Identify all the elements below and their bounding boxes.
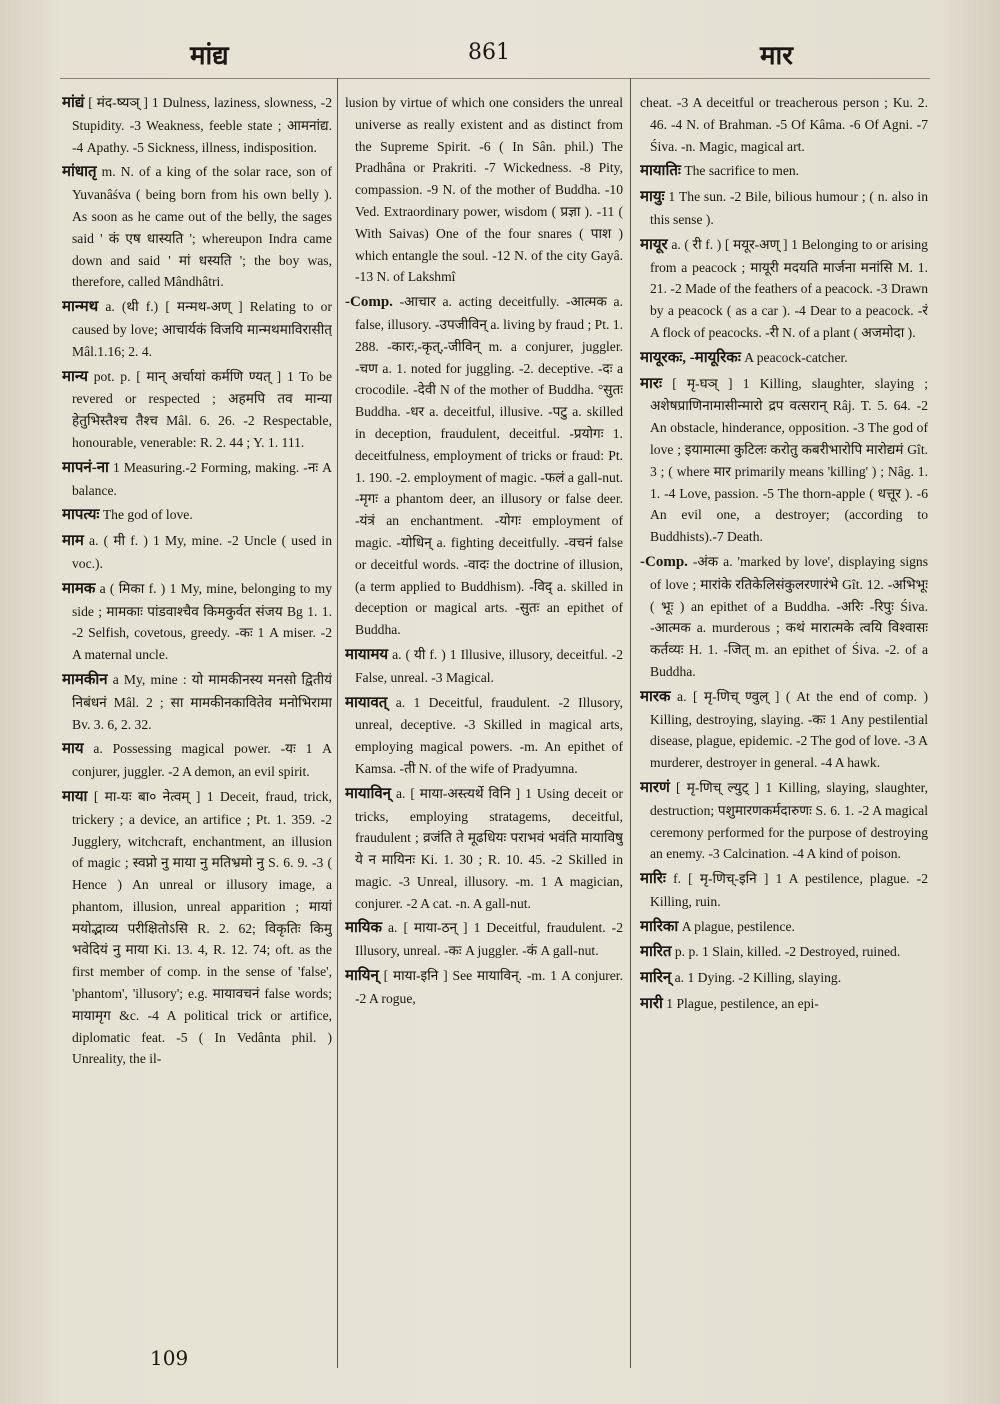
column-3 — [640, 92, 928, 1352]
dictionary-entry — [640, 347, 928, 370]
dictionary-entry — [62, 92, 332, 158]
entry-definition: a My, mine : यो मामकीनस्य मनसो द्वितीयं निबंधनं Mâl. 2 ; सा मामकीनकावितेव मनोभिरामा Bv. 3. 6, 2. 32. — [72, 671, 332, 732]
entry-definition: a. Possessing magical power. -यः 1 A conjurer, juggler. -2 A demon, an evil spirit. — [72, 741, 332, 780]
headword: मांद्यं — [62, 95, 85, 111]
dictionary-entry — [62, 786, 332, 1070]
column-2 — [345, 92, 623, 1352]
dictionary-entry — [345, 291, 623, 641]
running-head-left: मांद्य — [190, 41, 229, 71]
headword: मारिका — [640, 918, 679, 935]
dictionary-entry — [62, 296, 332, 362]
headword: मामकीन — [62, 671, 108, 688]
dictionary-entry — [62, 578, 332, 666]
headword: मारिन् — [640, 970, 672, 987]
headword: मारी — [640, 996, 663, 1013]
headword: मायूर — [640, 236, 668, 253]
dictionary-entry — [345, 644, 623, 689]
headword: मारित — [640, 944, 672, 961]
column-rule-2 — [630, 78, 631, 1368]
dictionary-entry — [640, 160, 928, 183]
entry-definition: cheat. -3 A deceitful or treacherous person ; Ku. 2. 46. -4 N. of Brahman. -5 Of Kâma. -6 Of Agni. -7 Śiva. -n. Magic, magical art. — [640, 95, 928, 154]
dictionary-entry — [62, 457, 332, 502]
entry-definition: a ( मिका f. ) 1 My, mine, belonging to my side ; मामकाः पांडवाश्चैव किमकुर्वत संजय Bg 1. 1. -2 Selfish, covetous, greedy. -कः 1 A miser. -2 A maternal uncle. — [72, 580, 332, 663]
column-1 — [62, 92, 332, 1352]
dictionary-entry — [640, 967, 928, 990]
headword: मायूरकः, -मायूरिकः — [640, 349, 741, 366]
dictionary-entry — [345, 917, 623, 962]
dictionary-entry — [640, 92, 928, 157]
entry-definition: a. [ माया-ठन् ] 1 Deceitful, fraudulent. -2 Illusory, unreal. -कः A juggler. -कं A gall-nut. — [355, 920, 623, 959]
entry-definition: [ मंद-ष्यञ् ] 1 Dulness, laziness, slowness, -2 Stupidity. -3 Weakness, feeble state ; आमनांद्य. -4 Apathy. -5 Sickness, illness, indisposition. — [72, 95, 332, 155]
headword: माय — [62, 741, 84, 758]
headword: मायिक — [345, 920, 382, 937]
page-number: 861 — [468, 40, 510, 65]
headword: मांधातृ — [62, 164, 97, 181]
entry-definition: a. ( मी f. ) 1 My, mine. -2 Uncle ( used in voc.). — [72, 533, 332, 571]
entry-definition: [ मृ-घञ् ] 1 Killing, slaughter, slaying ; अशेषप्राणिनामासीन्मारो द्रप वत्सरान् Râj. T. 5. 64. -2 An obstacle, hinderance, opposition. -3 The god of love ; इयामात्मा कुटिलः करोतु कबरीभारोपि मारोद्यमं Gît. 3 ; ( where मार primarily means 'killing' ) ; Nâg. 1. 1. -4 Love, passion. -5 The thorn-apple ( धत्तूर ). -6 An evil one, a destroyer; (according to Buddhists).-7 Death. — [650, 375, 928, 545]
entry-definition: [ मा-यः बा० नेत्वम् ] 1 Deceit, fraud, trick, trickery ; a device, an artifice ; Pt. 1. 359. -2 Jugglery, witchcraft, enchantment, an illusion of magic ; स्वप्नो नु माया नु मतिभ्रमो नु S. 6. 9. -3 ( Hence ) An unreal or illusory image, a phantom, illusion, unreal apparition ; मायां मयोद्भाव्य परीक्षितोऽसि R. 2. 62; विकृतिः किमु भवेदियं नु माया Ki. 13. 4, R. 12. 74; oft. as the first member of comp. in the sense of 'false', 'phantom', 'illusory'; e.g. मायावचनं false words; मायामृग &c. -4 A political trick or artifice, diplomatic feat. -5 ( In Vedânta phil. ) Unreality, the il- — [72, 788, 332, 1067]
header-rule — [60, 78, 930, 79]
headword: मारः — [640, 375, 663, 392]
headword: मारणं — [640, 779, 670, 796]
entry-definition: a. 1 Dying. -2 Killing, slaying. — [674, 970, 842, 986]
dictionary-entry — [640, 373, 928, 548]
dictionary-entry — [640, 551, 928, 683]
headword: मापनं-ना — [62, 459, 109, 476]
entry-definition: a. [ माया-अस्त्यर्थे विनि ] 1 Using deceit or tricks, employing stratagems, deceitful, fraudulent ; व्रजंति ते मूढधियः पराभवं भवंति मायाविषु ये न मायिनः Ki. 1. 30 ; R. 10. 45. -2 Skilled in magic. -3 Unreal, illusory. -m. 1 A magician, conjurer. -2 A cat. -n. A gall-nut. — [355, 785, 623, 911]
entry-definition: The god of love. — [102, 507, 193, 523]
entry-definition: a. 1 Deceitful, fraudulent. -2 Illusory, unreal, deceptive. -3 Skilled in magical arts, employing magical powers. -m. An epithet of Kamsa. -ती N. of the wife of Pradyumna. — [355, 694, 623, 776]
dictionary-entry — [345, 692, 623, 780]
entry-definition: [ मृ-णिच् ल्युट् ] 1 Killing, slaying, slaughter, destruction; पशुमारणकर्मदारुणः S. 6. 1. -2 A magical ceremony performed for the purpose of destroying an enemy. -3 Calcination. -4 A kind of poison. — [650, 779, 928, 862]
dictionary-entry — [62, 504, 332, 527]
dictionary-entry — [62, 366, 332, 454]
entry-definition: m. N. of a king of the solar race, son of Yuvanâśva ( being born from his own belly ). As soon as he came out of the belly, the sages said ' कं एष धास्यति '; whereupon Indra came down and said ' मां धस्यति '; the boy was, therefore, called Mândhâtri. — [72, 164, 332, 290]
entry-definition: [ माया-इनि ] See मायाविन्. -m. 1 A conjurer. -2 A rogue, — [355, 968, 623, 1006]
headword: मायुः — [640, 189, 665, 206]
entry-definition: a. [ मृ-णिच् ण्वुल् ] ( At the end of comp. ) Killing, destroying, slaying. -कः 1 Any pestilential disease, plague, epidemic. -2 The god of love. -3 A murderer, destroyer in general. -4 A hawk. — [650, 688, 928, 771]
headword: -Comp. — [345, 294, 393, 311]
running-head-right: मार — [760, 41, 793, 71]
dictionary-entry — [345, 783, 623, 915]
headword: मायामय — [345, 646, 389, 663]
headword: मान्य — [62, 368, 88, 385]
entry-definition: pot. p. [ मान् अर्चायां कर्मणि ण्यत् ] 1 To be revered or respected ; अहमपि तव मान्या हेतुभिस्तैश्च तैश्च Mâl. 6. 26. -2 Respectable, honourable, venerable: R. 2. 44 ; Y. 1. 111. — [72, 368, 332, 450]
entry-definition: -आचार a. acting deceitfully. -आत्मक a. false, illusory. -उपजीविन् a. living by fraud ; Pt. 1. 288. -कारः,-कृत्,-जीविन् m. a conjurer, juggler. -चण a. 1. noted for juggling. -2. deceptive. -दः a crocodile. -देवी N of the mother of Buddha. °सुतः Buddha. -धर a. deceitful, illusive. -पटु a. skilled in deception, fraudulent, deceitful. -प्रयोगः 1. deceitfulness, employment of tricks or fraud: Pt. 1. 190. -2. employment of magic. -फलं a gall-nut. -मृगः a phantom deer, an illusory or false deer. -यंत्रं an enchantment. -योगः employment of magic. -योधिन् a. fighting deceitfully. -वचनं false or deceitful words. -वादः the doctrine of illusion, (a term applied to Buddhism). -विद् a. skilled in deception or magical arts. -सुतः an epithet of Buddha. — [355, 294, 623, 638]
headword: मामक — [62, 580, 96, 597]
dictionary-entry — [345, 965, 623, 1010]
dictionary-entry — [640, 916, 928, 939]
headword: मायावत् — [345, 694, 388, 711]
entry-definition: a. ( री f. ) [ मयूर-अण् ] 1 Belonging to or arising from a peacock ; मायूरी मदयति मार्जना मनांसि M. 1. 21. -2 Made of the feathers of a peacock. -3 Drawn by a peacock ( as a car ). -4 Dear to a peacock. -रं A flock of peacocks. -री N. of a plant ( अजमोदा ). — [650, 236, 928, 340]
dictionary-entry — [640, 686, 928, 774]
headword: मारिः — [640, 871, 666, 888]
dictionary-entry — [62, 669, 332, 735]
entry-definition: p. p. 1 Slain, killed. -2 Destroyed, ruined. — [674, 944, 901, 960]
headword: मायाविन् — [345, 785, 391, 802]
entry-definition: -अंक a. 'marked by love', displaying signs of love ; मारांके रतिकेलिसंकुलरणारंभे Gît. 12. -अभिभूः ( भूः ) an epithet of a Buddha. -अरिः -रिपुः Śiva. -आत्मक a. murderous ; कथं मारात्मके त्वयि विश्वासः कर्तव्यः H. 1. -जित् m. an epithet of Śiva. -2. of a Buddha. — [650, 553, 928, 679]
dictionary-entry — [640, 234, 928, 344]
entry-definition: lusion by virtue of which one considers the unreal universe as really existent and as distinct from the Supreme Spirit. -6 ( In Sân. phil.) The Pradhâna or Prakriti. -7 Wickedness. -8 Pity, compassion. -9 N. of the mother of Buddha. -10 Ved. Extraordinary power, wisdom ( प्रज्ञा ). -11 ( With Saivas) One of the four snares ( पाश ) which entangle the soul. -12 N. of the city Gayâ. -13 N. of Lakshmî — [345, 95, 623, 285]
headword: मान्मथ — [62, 299, 99, 316]
dictionary-entry — [640, 941, 928, 964]
entry-definition: The sacrifice to men. — [684, 163, 800, 179]
headword: मायातिः — [640, 163, 681, 180]
headword: माया — [62, 788, 88, 805]
headword: -Comp. — [640, 553, 688, 570]
dictionary-entry — [345, 92, 623, 288]
entry-definition: f. [ मृ-णिच्-इनि ] 1 A pestilence, plague. -2 Killing, ruin. — [650, 871, 928, 909]
dictionary-entry — [640, 868, 928, 913]
entry-definition: 1 The sun. -2 Bile, bilious humour ; ( n. also in this sense ). — [650, 189, 928, 227]
entry-definition: 1 Measuring.-2 Forming, making. -नः A balance. — [72, 459, 332, 498]
dictionary-entry — [640, 777, 928, 865]
column-rule-1 — [337, 78, 338, 1368]
dictionary-entry — [62, 530, 332, 575]
entry-definition: 1 Plague, pestilence, an epi- — [666, 996, 819, 1012]
entry-definition: A peacock-catcher. — [744, 349, 848, 365]
dictionary-entry — [640, 186, 928, 231]
headword: मापत्यः — [62, 507, 100, 524]
headword: मारक — [640, 688, 671, 705]
entry-definition: A plague, pestilence. — [681, 918, 795, 934]
dictionary-entry — [62, 161, 332, 293]
dictionary-entry — [62, 738, 332, 783]
headword: मायिन् — [345, 968, 379, 985]
headword: माम — [62, 533, 84, 550]
entry-definition: a. ( यी f. ) 1 Illusive, illusory, deceitful. -2 False, unreal. -3 Magical. — [355, 646, 623, 685]
dictionary-entry — [640, 993, 928, 1016]
signature-number: 109 — [150, 1346, 189, 1370]
entry-definition: a. (थी f.) [ मन्मथ-अण् ] Relating to or caused by love; आचार्यकं विजयि मान्मथमाविरासीत् Mâl.1.16; 2. 4. — [72, 299, 332, 359]
